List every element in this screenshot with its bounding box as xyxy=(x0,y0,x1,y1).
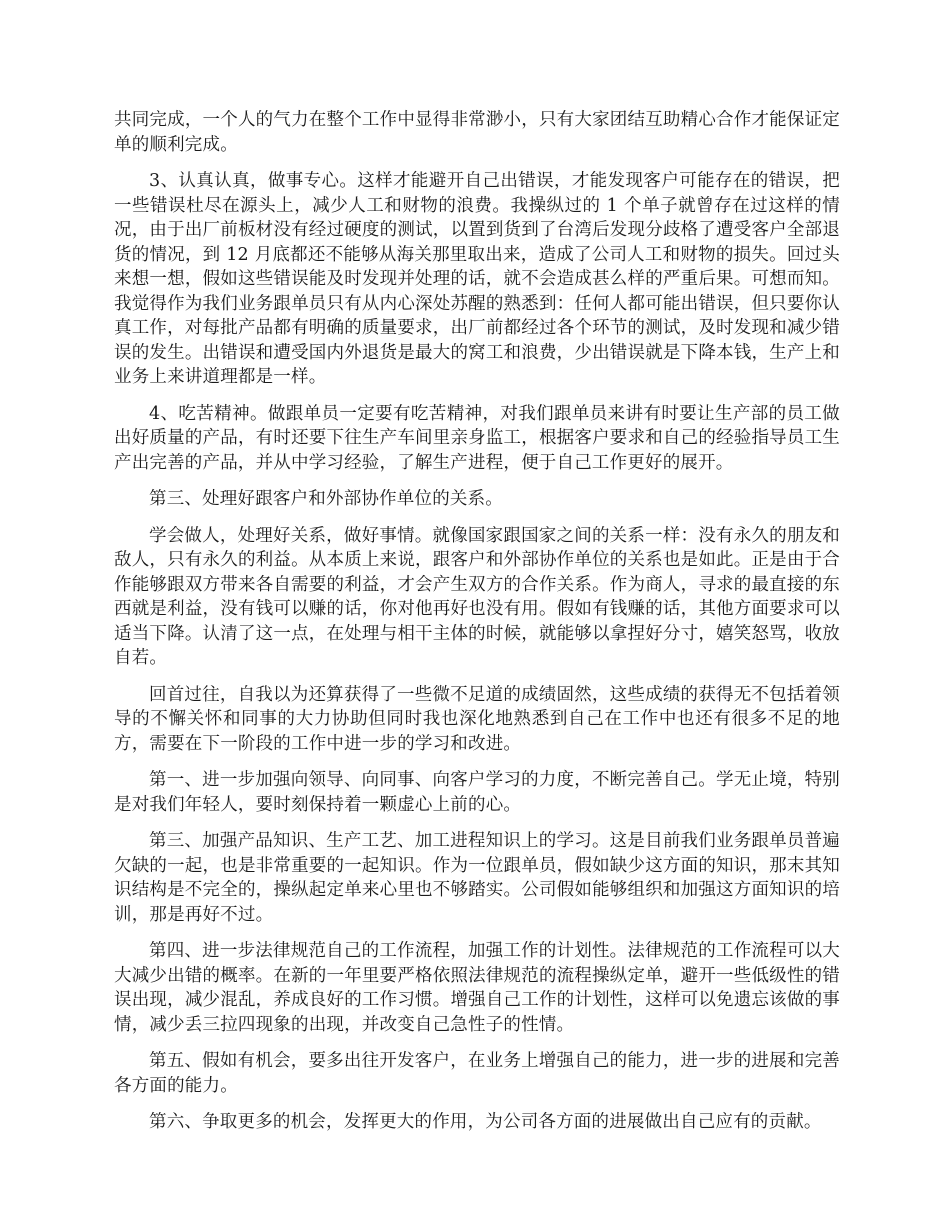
paragraph-item-3-carefulness: 3、认真认真，做事专心。这样才能避开自己出错误，才能发现客户可能存在的错误，把一些错误杜尽在源头上，减少人工和财物的浪费。我操纵过的 1 个单子就曾存在过这样的情况，由于出厂前板材没有经过硬度的测试，以置到货到了台湾后发现分歧格了遭受客户全部退货的情况，到 12 月底都还不能够从海关那里取出来，造成了公司人工和财物的损失。回过头来想一想，假如这些错误能及时发现并处理的话，就不会造成甚么样的严重后果。可想而知。我觉得作为我们业务跟单员只有从内心深处苏醒的熟悉到：任何人都可能出错误，但只要你认真工作，对每批产品都有明确的质量要求，出厂前都经过各个环节的测试，及时发现和减少错误的发生。出错误和遭受国内外退货是最大的窝工和浪费，少出错误就是下降本钱，生产上和业务上来讲道理都是一样。 xyxy=(114,171,840,387)
paragraph-continued-teamwork: 共同完成，一个人的气力在整个工作中显得非常渺小，只有大家团结互助精心合作才能保证定单的顺利完成。 xyxy=(114,110,840,155)
paragraph-plan-5: 第五、假如有机会，要多出往开发客户，在业务上增强自己的能力，进一步的进展和完善各方面的能力。 xyxy=(114,1051,840,1096)
section-heading-relations: 第三、处理好跟客户和外部协作单位的关系。 xyxy=(149,489,503,509)
paragraph-plan-3: 第三、加强产品知识、生产工艺、加工进程知识上的学习。这是目前我们业务跟单员普遍欠缺的一起，也是非常重要的一起知识。作为一位跟单员，假如缺少这方面的知识，那末其知识结构是不完全的，操纵起定单来心里也不够踏实。公司假如能够组织和加强这方面知识的培训，那是再好不过。 xyxy=(114,831,840,925)
paragraph-relations: 学会做人，处理好关系，做好事情。就像国家跟国家之间的关系一样：没有永久的朋友和敌人，只有永久的利益。从本质上来说，跟客户和外部协作单位的关系也是如此。正是由于合作能够跟双方带来各自需要的利益，才会产生双方的合作关系。作为商人，寻求的最直接的东西就是利益，没有钱可以赚的话，你对他再好也没有用。假如有钱赚的话，其他方面要求可以适当下降。认清了这一点，在处理与相干主体的时候，就能够以拿捏好分寸，嬉笑怒骂，收放自若。 xyxy=(114,525,840,668)
paragraph-plan-6: 第六、争取更多的机会，发挥更大的作用，为公司各方面的进展做出自己应有的贡献。 xyxy=(149,1112,822,1132)
paragraph-item-4-hardwork: 4、吃苦精神。做跟单员一定要有吃苦精神，对我们跟单员来讲有时要让生产部的员工做出好质量的产品，有时还要下往生产车间里亲身监工，根据客户要求和自己的经验指导员工生产出完善的产品，并从中学习经验，了解生产进程，便于自己工作更好的展开。 xyxy=(114,403,840,473)
paragraph-plan-1: 第一、进一步加强向领导、向同事、向客户学习的力度，不断完善自己。学无止境，特别是对我们年轻人，要时刻保持着一颗虚心上前的心。 xyxy=(114,770,840,815)
paragraph-plan-4: 第四、进一步法律规范自己的工作流程，加强工作的计划性。法律规范的工作流程可以大大减少出错的概率。在新的一年里要严格依照法律规范的流程操纵定单，避开一些低级性的错误出现，减少混乱，养成良好的工作习惯。增强自己工作的计划性，这样可以免遗忘该做的事情，减少丢三拉四现象的出现，并改变自己急性子的性情。 xyxy=(114,941,840,1035)
document-body xyxy=(114,108,840,1147)
paragraph-review: 回首过往，自我以为还算获得了一些微不足道的成绩固然，这些成绩的获得无不包括着领导的不懈关怀和同事的大力协助但同时我也深化地熟悉到自己在工作中也还有很多不足的地方，需要在下一阶段的工作中进一步的学习和改进。 xyxy=(114,684,840,754)
